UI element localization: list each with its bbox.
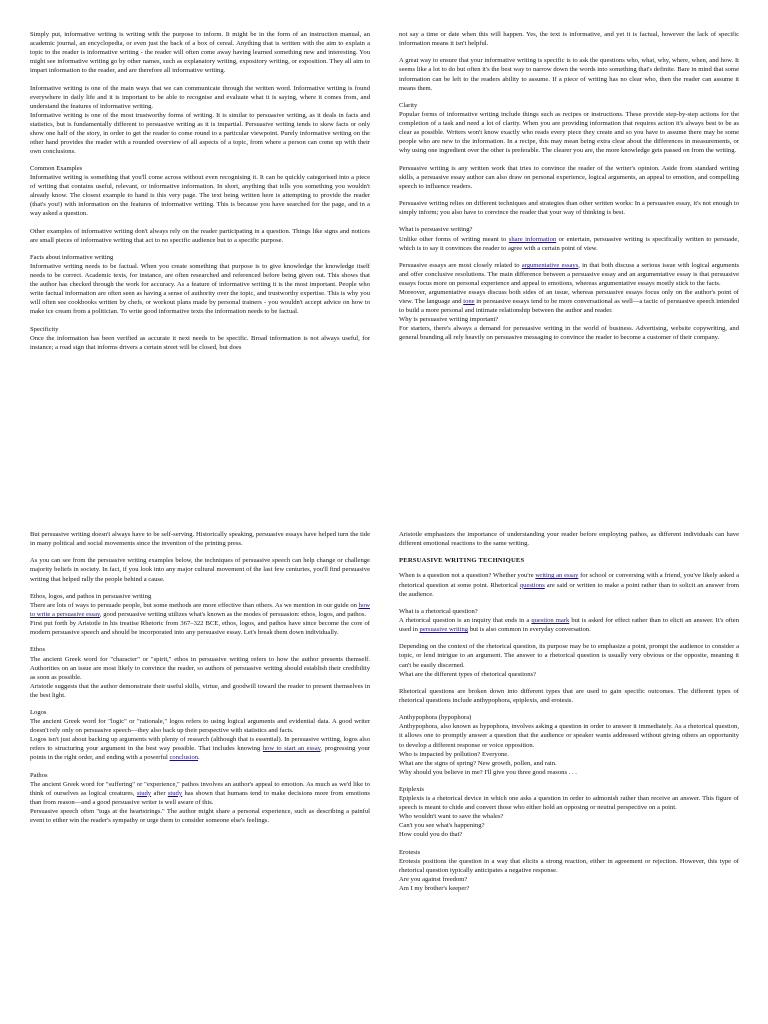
text-run: Informative writing is one of the most trustworthy forms of writing. It is similar to persuasive writing, as it deals in facts and statistics, but is fundamentally different to persuasive writing as it is impartial. Persuasive writing tends to skew facts or only show one half of the story, in order to get the reader to come round to a particular viewpoint. Purely informative writing on the other hand provides the reader with a rounded overview of all aspects of a topic, from where a person can come up with their own conclusions.	[30, 111, 370, 155]
paragraph	[399, 884, 739, 893]
text-run: Are you against freedom?	[399, 875, 468, 883]
paragraph	[399, 261, 739, 288]
paragraph	[30, 556, 370, 583]
paragraph	[30, 655, 370, 682]
paragraph	[30, 111, 370, 156]
text-block	[399, 713, 739, 776]
section-heading: Ethos	[30, 646, 46, 654]
paragraph	[399, 324, 739, 342]
paragraph	[399, 199, 739, 217]
text-run: Why should you believe in me? I'll give you three good reasons . . .	[399, 768, 577, 776]
text-block	[399, 687, 739, 705]
text-run: are said or written to make a point rather than to solicit an answer from the audience.	[399, 581, 739, 598]
paragraph	[399, 687, 739, 705]
paragraph	[399, 235, 739, 253]
section-heading: Common Examples	[30, 165, 83, 173]
text-run: A rhetorical question is an inquiry that ends in a	[399, 617, 532, 624]
text-run: Persuasive speech often "tugs at the heartstrings." The author might share a personal experience, such as describing a painful event to either win the reader's sympathy or urge them to consider someone else's feelings.	[30, 807, 370, 824]
link-share-information[interactable]: share information	[508, 235, 557, 243]
text-run: For starters, there's always a demand for persuasive writing in the world of business. Advertising, website copywriting, and general branding all rely heavily on persuasive messaging to convince the reader to become a customer of their company.	[399, 325, 739, 342]
text-run: for school or conversing with a friend, you've likely asked a rhetorical question at some point. Rhetorical	[399, 572, 739, 589]
text-run: Persuasive essays are most closely related to	[399, 261, 522, 269]
paragraph	[399, 642, 739, 669]
text-run: The ancient Greek word for "character" or "spirit," ethos in persuasive writing refers to how the author presents themself. Authorities on an issue are most likely to convince the reader, so authors of persuasive writing should establish their credibility as soon as possible.	[30, 655, 370, 681]
text-run: or entertain, persuasive writing is specifically written to persuade, which is to say it convinces the reader to agree with a certain point of view.	[399, 235, 739, 252]
document-page-3	[30, 530, 370, 1000]
link-argumentative-essays[interactable]: argumentative essays	[521, 261, 579, 269]
text-block	[399, 30, 739, 48]
text-run: Unlike other forms of writing meant to	[399, 235, 509, 243]
paragraph	[399, 812, 739, 821]
paragraph	[30, 619, 370, 637]
paragraph	[399, 530, 739, 548]
text-run: Moreover, argumentative essays discuss both sides of an issue, whereas persuasive essays focus only on the author's point of view. The language and	[399, 289, 739, 306]
text-run: How could you do that?	[399, 831, 463, 839]
paragraph	[30, 84, 370, 111]
text-run: Am I my brother's keeper?	[399, 884, 470, 892]
text-run: , good persuasive writing utilizes what's known as the modes of persuasion: ethos, logos, and pathos.	[99, 611, 367, 618]
text-run: in persuasive essays tend to be more conversational as well—a tactic of persuasive speech intended to build a more personal and intimate relationship between the author and reader.	[399, 298, 739, 315]
text-run: There are lots of ways to persuade people, but some methods are more effective than others. As we mention in our guide on	[30, 601, 359, 609]
paragraph	[399, 750, 739, 759]
text-run: Aristotle suggests that the author demonstrate their useful skills, virtue, and goodwill toward the reader to present themselves in the best light.	[30, 682, 370, 699]
section-heading: What is a rhetorical question?	[399, 607, 478, 615]
paragraph	[30, 780, 370, 807]
text-run: not say a time or date when this will happen. Yes, the text is informative, and yet it is factual, however the lack of specific information means it isn't helpful.	[399, 31, 739, 48]
text-run: .	[198, 754, 200, 762]
paragraph	[30, 717, 370, 735]
text-block	[399, 607, 739, 634]
text-run: Once the information has been verified as accurate it next needs to be specific. Broad information is not always useful, for instance; a road sign that informs drivers a certain street will be closed, but does	[30, 334, 370, 351]
link-how-to-write-a-persuasive-essay[interactable]: how to write a persuasive essay	[30, 601, 370, 618]
link-how-to-start-an-essay[interactable]: how to start an essay	[262, 745, 321, 753]
text-block	[399, 199, 739, 217]
text-block	[399, 261, 739, 342]
text-run: Who is impacted by pollution? Everyone.	[399, 750, 509, 758]
link-question-mark[interactable]: question mark	[531, 617, 570, 624]
document-page-2	[399, 30, 739, 500]
text-run: Depending on the context of the rhetorical question, its purpose may be to emphasize a point, prompt the audience to consider a topic, or lend intrigue to an argument. The answer to a rhetorical question is usually very obvious or the opposite, meaning it can't be easily discerned.	[399, 643, 739, 669]
text-block	[399, 848, 739, 893]
link-conclusion[interactable]: conclusion	[169, 754, 199, 762]
text-run: but is also common in everyday conversation.	[468, 626, 591, 634]
text-run: A great way to ensure that your informative writing is specific is to ask the questions who, what, why, where, when, and how. It seems like a lot to do but often it's the best way to narrow down the words into something that's definite. Bare in mind that some information can be left to the readers ability to assume. If a piece of writing has no clear who, then the reader can assume it means them.	[399, 57, 739, 92]
paragraph	[30, 227, 370, 245]
paragraph	[399, 164, 739, 191]
section-heading: Logos	[30, 709, 47, 717]
paragraph	[30, 334, 370, 352]
section-heading: Erotesis	[399, 848, 421, 856]
text-run: Who wouldn't want to save the whales?	[399, 813, 504, 821]
paragraph	[30, 682, 370, 700]
text-block	[30, 253, 370, 316]
text-run: Erotesis positions the question in a way that elicits a strong reaction, either in agreement or rejection. However, this type of rhetorical question typically anticipates a negative response.	[399, 857, 739, 874]
paragraph	[399, 830, 739, 839]
paragraph	[399, 759, 739, 768]
text-block	[30, 325, 370, 352]
paragraph	[399, 288, 739, 315]
paragraph	[399, 56, 739, 92]
link-writing-an-essay[interactable]: writing an essay	[535, 572, 579, 580]
paragraph	[30, 601, 370, 619]
text-run: First put forth by Aristotle in his treatise Rhetoric from 367–322 BCE, ethos, logos, and pathos have since become the core of modern persuasive speech and should be incorporated into any persuasive essay. Let's break them down individually.	[30, 620, 370, 637]
text-run: As you can see from the persuasive writing examples below, the techniques of persuasive speech can help change or challenge majority beliefs in society. In fact, if you look into any major cultural movement of the last few centuries, you'll find persuasive writing that helped rally the people behind a cause.	[30, 557, 370, 583]
link-study[interactable]: study	[136, 789, 152, 797]
document-page-1	[30, 30, 370, 500]
paragraph	[30, 30, 370, 75]
text-run: , progressing your points in the right order, and ending with a powerful	[30, 745, 370, 762]
paragraph	[30, 735, 370, 762]
text-run: Persuasive writing relies on different techniques and strategies than other written works: In a persuasive essay, it's not enough to simply inform; you also have to convince the reader that your way of thinking is best.	[399, 200, 739, 217]
text-block	[399, 642, 739, 678]
text-run: Epiplexis is a rhetorical device in which one asks a question in order to admonish rather than receive an answer. This figure of speech is meant to chide and convert those who either hold an opposing or neutral perspective on a point.	[399, 795, 739, 812]
text-block	[30, 592, 370, 637]
paragraph	[30, 530, 370, 548]
paragraph	[399, 768, 739, 777]
text-run: Why is persuasive writing important?	[399, 316, 499, 324]
text-block	[30, 84, 370, 156]
text-run: Rhetorical questions are broken down into different types that are used to gain specific outcomes. The different types of rhetorical questions include anthypophora, epiplexis, and erotesis.	[399, 687, 739, 704]
text-run: Persuasive writing is any written work that tries to convince the reader of the writer's opinion. Aside from standard writing skills, a persuasive essay author can also draw on personal experience, logical arguments, an appeal to emotion, and compelling speech to influence readers.	[399, 164, 739, 190]
text-run: Simply put, informative writing is writing with the purpose to inform. It might be in the form of an instruction manual, an academic journal, an encyclopedia, or even just the back of a box of cereal. Anything that is written with the aim to explain a topic to the reader is informative writing - the reader will often come away having learned something new and interesting. You might see informative writing go by other names, such as explanatory writing, expository writing, or exposition. They all aim to impart information to the reader, and are therefore all informative writing.	[30, 31, 370, 75]
text-run: When is a question not a question? Whether you're	[399, 572, 536, 580]
paragraph	[399, 821, 739, 830]
paragraph	[399, 670, 739, 679]
paragraph	[399, 30, 739, 48]
section-heading: Anthypophora (hypophora)	[399, 714, 472, 722]
paragraph	[30, 807, 370, 825]
document-page-4	[399, 530, 739, 1000]
text-block	[30, 30, 370, 75]
paragraph	[399, 722, 739, 749]
text-block	[30, 556, 370, 583]
link-tone[interactable]: tone	[463, 298, 475, 306]
text-block	[399, 556, 739, 598]
section-heading: What is persuasive writing?	[399, 226, 473, 234]
text-run: The ancient Greek word for "logic" or "rationale," logos refers to using logical arguments and evidential data. A good writer doesn't rely only on persuasive speech—they also back up their perspective with statistics and facts.	[30, 718, 370, 735]
text-block	[399, 785, 739, 839]
section-heading: Clarity	[399, 101, 418, 109]
text-block	[399, 101, 739, 155]
paragraph	[399, 315, 739, 324]
paragraph	[30, 262, 370, 316]
text-run: Other examples of informative writing don't always rely on the reader participating in a question. Things like signs and notices are small pieces of informative writing that act to no specific audience but to a specific purpose.	[30, 227, 370, 244]
text-run: Popular forms of informative writing include things such as recipes or instructions. These provide step-by-step actions for the completion of a task and need a lot of clarity. When you are providing information that requires action it's always best to be as clear as possible. Writers won't know exactly who reads every piece they create and so you have to assume there may be some people who are new to the information. In a recipe, this may mean being extra clear about the differences in measurements, or why using one ingredient over the other is preferable. The clearer you are, the more knowledge gets passed on from the writing.	[399, 111, 739, 155]
text-run: What are the signs of spring? New growth, pollen, and rain.	[399, 759, 557, 767]
text-run: But persuasive writing doesn't always have to be self-serving. Historically speaking, persuasive essays have helped turn the tide in many political and social movements since the invention of the printing press.	[30, 531, 370, 548]
paragraph	[399, 110, 739, 155]
text-run: Can't you see what's happening?	[399, 822, 485, 830]
text-run: but is asked for effect rather than to elicit an answer. It's often used in	[399, 617, 739, 634]
text-run: after	[151, 789, 168, 797]
paragraph	[399, 571, 739, 598]
text-block	[399, 164, 739, 191]
text-block	[30, 164, 370, 218]
section-heading: Facts about informative writing	[30, 254, 114, 262]
text-block	[30, 645, 370, 699]
text-block	[399, 530, 739, 548]
text-block	[399, 56, 739, 92]
link-questions[interactable]: questions	[519, 581, 545, 589]
text-run: What are the different types of rhetorical questions?	[399, 670, 537, 678]
text-block	[30, 708, 370, 762]
text-run: Informative writing needs to be factual. When you create something that purpose is to give knowledge the knowledge itself needs to be correct. Academic texts, for instance, are often researched and referenced before being given out. This shows that the author has checked through the work for accuracy. As a feature of informative writing it is the most important. People who write factual information are often seen as having a sense of authority over the topic, and trustworthy expertise. This is why you will often see cookbooks written by chefs, or workout plans made by personal trainers - you wouldn't accept advice on how to make ice cream from a politician. To write good informative texts the information needs to be factual.	[30, 263, 370, 316]
paragraph	[399, 875, 739, 884]
text-block	[30, 771, 370, 825]
text-run: Informative writing is one of the main ways that we can communicate through the written word. Informative writing is found everywhere in daily life and it is important to be able to recognise and evaluate what it is saying, where it comes from, and understand the features of informative writing.	[30, 84, 370, 110]
text-run: Informative writing is something that you'll come across without even recognising it. It can be quickly categorised into a piece of writing that contains useful, relevant, or informative information. In short, anything that tells you something you wouldn't already know. The closest example to hand is this very page. The text being written here is attempting to provide the reader (that's you!) with information on the features of informative writing. This is because you have searched for the page, and in a way asked a question.	[30, 174, 370, 218]
text-run: The ancient Greek word for "suffering" or "experience," pathos involves an author's appeal to emotion. As much as we'd like to think of ourselves as logical creatures,	[30, 780, 370, 797]
text-run: Anthypophora, also known as hypophora, involves asking a question in order to answer it immediately. As a rhetorical question, it allows one to promptly answer a question that the audience or speaker wants addressed without giving others an opportunity to develop a different response or voice opposition.	[399, 723, 739, 749]
text-run: has shown that humans tend to make decisions more from emotions than from reason—and a good persuasive writer is well aware of this.	[30, 789, 370, 806]
paragraph	[30, 173, 370, 218]
text-run: Logos isn't just about backing up arguments with plenty of research (although that is essential). In persuasive writing, logos also refers to structuring your argument in the best way possible. That includes knowing	[30, 736, 370, 753]
paragraph	[399, 794, 739, 812]
paragraph	[399, 616, 739, 634]
section-heading: Epiplexis	[399, 786, 424, 794]
text-block	[30, 227, 370, 245]
section-heading: Ethos, logos, and pathos in persuasive writing	[30, 592, 152, 600]
section-title: PERSUASIVE WRITING TECHNIQUES	[399, 557, 525, 565]
text-run: , in that both discuss a serious issue with logical arguments and offer conclusive resolutions. The main difference between a persuasive essay and an argumentative essay is that persuasive essays focus more on personal experience and appeal to emotions, whereas argumentative essays mostly stick to the facts.	[399, 261, 739, 288]
text-block	[399, 225, 739, 252]
text-block	[30, 530, 370, 548]
text-run: Aristotle emphasizes the importance of understanding your reader before employing pathos, as different individuals can have different emotional reactions to the same writing.	[399, 531, 739, 548]
section-heading: Specificity	[30, 325, 59, 333]
link-persuasive-writing[interactable]: persuasive writing	[419, 626, 469, 634]
paragraph	[399, 857, 739, 875]
section-heading: Pathos	[30, 771, 48, 779]
link-study[interactable]: study	[167, 789, 183, 797]
